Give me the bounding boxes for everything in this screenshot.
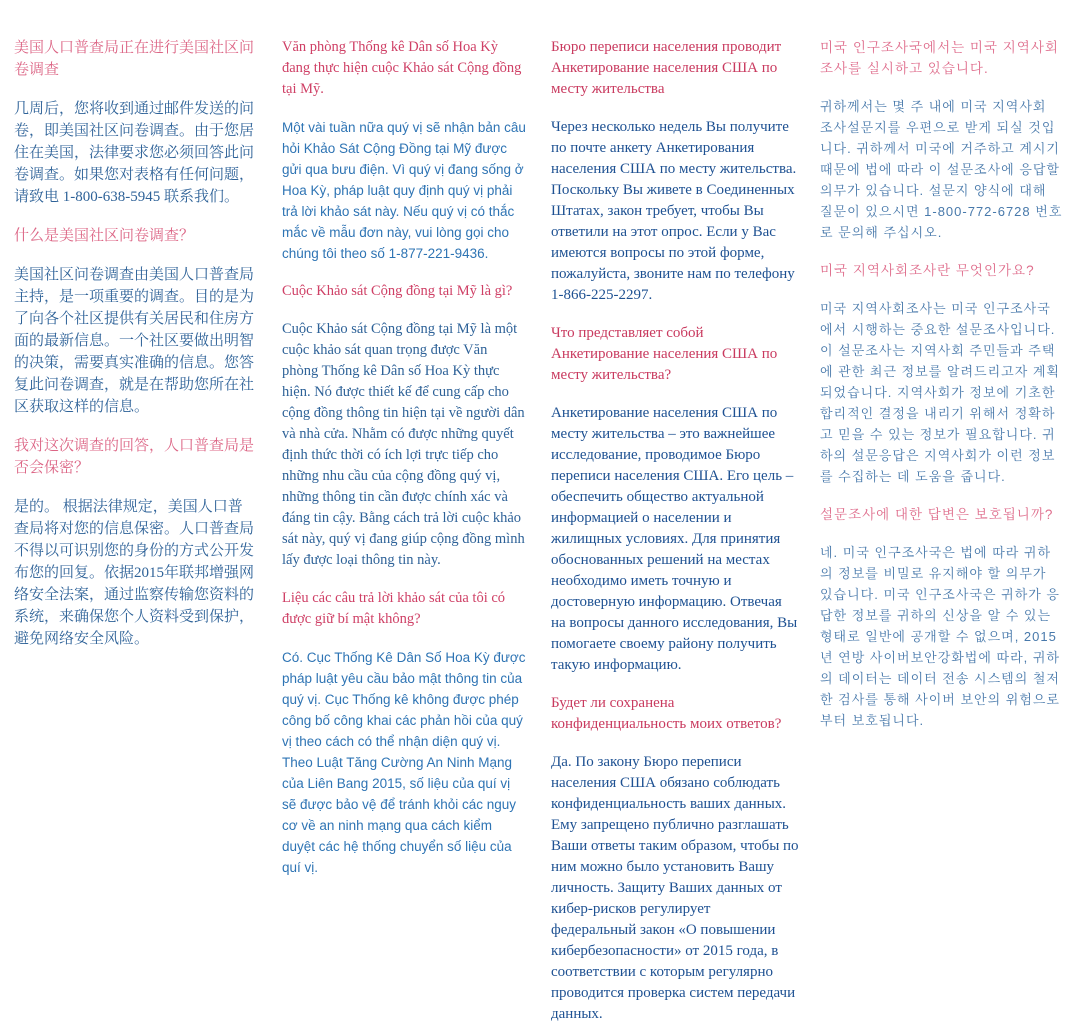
confidentiality-paragraph-russian: Да. По закону Бюро переписи населения США обязано соблюдать конфиденциальность ваших данных. Ему запрещено публично разглашать Ваши ответы таким образом, чтобы по ним можно было установить Вашу личность. Защиту Ваших данных от кибер-рисков регулирует федеральный закон «О повышении кибербезопасности» от 2015 года, в соответствии с которым регулярно проводится проверка систем передачи данных.	[551, 754, 799, 1022]
what-is-acs-heading-vietnamese: Cuộc Khảo sát Cộng đồng tại Mỹ là gì?	[282, 283, 513, 299]
confidentiality-paragraph-vietnamese: Có. Cục Thống Kê Dân Số Hoa Kỳ được pháp luật yêu cầu bảo mật thông tin của quý vị. Cục Thống kê không được phép công bố công khai các phản hồi của quý vị theo cách có thể nhận diện quý vị. Theo Luật Tăng Cường An Ninh Mạng của Liên Bang 2015, số liệu của quí vị sẽ được bảo vệ để tránh khỏi các nguy cơ về an ninh mạng qua cách kiểm duyệt các hệ thống chuyển số liệu của quí vị.	[282, 650, 526, 875]
column-chinese	[14, 37, 254, 650]
what-is-acs-heading-russian: Что представляет собой Анкетирование населения США по месту жительства?	[551, 325, 778, 383]
what-is-acs-paragraph-russian: Анкетирование населения США по месту жительства – это важнейшее исследование, проводимое Бюро переписи населения США. Его цель – обеспечить общество актуальной информацией о населении и жилищных условиях. Для принятия обоснованных решений на местах необходимо иметь точную и достоверную информацию. Отвечая на вопросы данного исследования, Вы помогаете своему району получить такую информацию.	[551, 405, 798, 673]
what-is-acs-paragraph-korean: 미국 지역사회조사는 미국 인구조사국에서 시행하는 중요한 설문조사입니다. 이 설문조사는 지역사회 주민들과 주택에 관한 최근 정보를 알려드리고자 계획되었습니다. 지역사회가 정보에 기초한 합리적인 결정을 내리기 위해서 정확하고 믿을 수 있는 정보가 필요합니다. 귀하의 설문응답은 지역사회가 이런 정보를 수집하는 데 도움을 줍니다.	[820, 301, 1060, 484]
intro-paragraph-vietnamese: Một vài tuần nữa quý vị sẽ nhận bản câu hỏi Khảo Sát Cộng Đồng tại Mỹ được gửi qua bưu điện. Vì quý vị đang sống ở Hoa Kỳ, pháp luật quy định quý vị phải trả lời khảo sát này. Nếu quý vị có thắc mắc về mẫu đơn này, vui lòng gọi cho chúng tôi theo số 1-877-221-9436.	[282, 120, 526, 261]
confidentiality-heading-vietnamese: Liệu các câu trả lời khảo sát của tôi có được giữ bí mật không?	[282, 590, 506, 627]
intro-paragraph-chinese: 几周后，您将收到通过邮件发送的问卷，即美国社区问卷调查。由于您居住在美国，法律要求您必须回答此问卷调查。如果您对表格有任何问题，请致电 1-800-638-5945 联系我们。	[14, 101, 255, 205]
confidentiality-heading-korean: 설문조사에 대한 답변은 보호됩니까?	[820, 507, 1054, 522]
confidentiality-heading-russian: Будет ли сохранена конфиденциальность моих ответов?	[551, 695, 782, 732]
column-russian	[551, 37, 799, 1025]
intro-heading-vietnamese: Văn phòng Thống kê Dân số Hoa Kỳ đang thực hiện cuộc Khảo sát Cộng đồng tại Mỹ.	[282, 39, 522, 97]
confidentiality-heading-chinese: 我对这次调查的回答，人口普查局是否会保密？	[14, 438, 255, 476]
confidentiality-paragraph-chinese: 是的。 根据法律规定，美国人口普查局将对您的信息保密。人口普查局不得以可识别您的身份的方式公开发布您的回复。依据2015年联邦增强网络安全法案，通过监察传输您资料的系统，来确保您个人资料受到保护，避免网络安全风险。	[14, 499, 255, 647]
confidentiality-paragraph-korean: 네. 미국 인구조사국은 법에 따라 귀하의 정보를 비밀로 유지해야 할 의무가 있습니다. 미국 인구조사국은 귀하가 응답한 정보를 귀하의 신상을 알 수 있는 형태로 일반에 공개할 수 없으며, 2015년 연방 사이버보안강화법에 따라, 귀하의 데이터는 데이터 전송 시스템의 철저한 검사를 통해 사이버 보안의 위험으로부터 보호됩니다.	[820, 545, 1060, 728]
intro-paragraph-korean: 귀하께서는 몇 주 내에 미국 지역사회 조사설문지를 우편으로 받게 되실 것입니다. 귀하께서 미국에 거주하고 계시기 때문에 법에 따라 이 설문조사에 응답할 의무가 있습니다. 설문지 양식에 대해 질문이 있으시면 1-800-772-6728 번호로 문의해 주십시오.	[820, 99, 1063, 240]
intro-heading-korean: 미국 인구조사국에서는 미국 지역사회조사를 실시하고 있습니다.	[820, 40, 1059, 76]
intro-paragraph-russian: Через несколько недель Вы получите по почте анкету Анкетирования населения США по месту жительства. Поскольку Вы живете в Соединенных Штатах, закон требует, чтобы Вы ответили на этот опрос. Если у Вас имеются вопросы по этой форме, пожалуйста, звоните нам по телефону 1-866-225-2297.	[551, 119, 797, 303]
what-is-acs-paragraph-vietnamese: Cuộc Khảo sát Cộng đồng tại Mỹ là một cuộc khảo sát quan trọng được Văn phòng Thống kê Dân số Hoa Kỳ thực hiện. Nó được thiết kế để cung cấp cho cộng đồng thông tin hiện tại về người dân và nhà cửa. Nhằm có được những quyết định thức thời có ích lợi trực tiếp cho những nhu cầu của cộng đồng quý vị, những thông tin cần được chính xác và đáng tin cậy. Bằng cách trả lời cuộc khảo sát này, quý vị đang giúp cộng đồng mình lấy được loại thông tin này.	[282, 321, 525, 568]
intro-heading-chinese: 美国人口普查局正在进行美国社区问卷调查	[14, 40, 255, 78]
what-is-acs-heading-korean: 미국 지역사회조사란 무엇인가요?	[820, 263, 1035, 278]
intro-heading-russian: Бюро переписи населения проводит Анкетирование населения США по месту жительства	[551, 39, 782, 97]
column-vietnamese	[282, 37, 527, 878]
what-is-acs-paragraph-chinese: 美国社区问卷调查由美国人口普查局主持，是一项重要的调查。目的是为了向各个社区提供有关居民和住房方面的最新信息。一个社区要做出明智的决策，需要真实准确的信息。您答复此问卷调查，就是在帮助您所在社区获取这样的信息。	[14, 267, 255, 415]
what-is-acs-heading-chinese: 什么是美国社区问卷调查？	[14, 228, 195, 244]
column-korean	[820, 37, 1063, 731]
